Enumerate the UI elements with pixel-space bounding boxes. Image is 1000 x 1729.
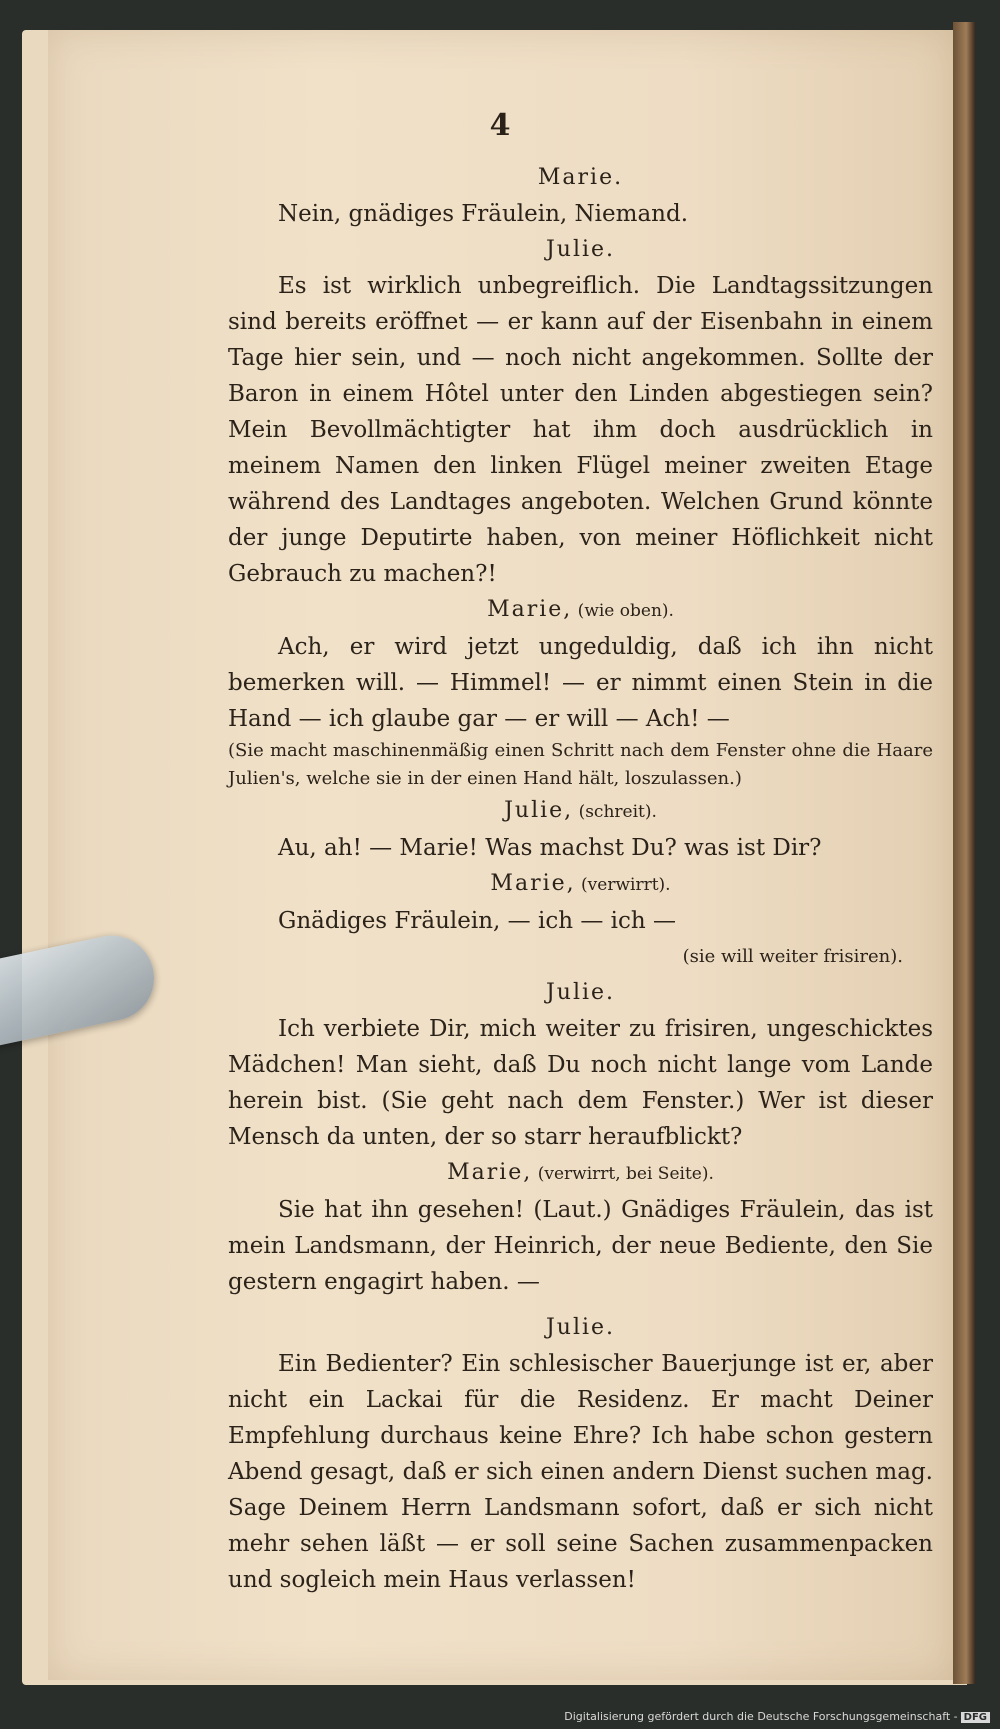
speaker-name: Marie, — [487, 597, 573, 622]
speaker-direction: (verwirrt, bei Seite). — [532, 1164, 714, 1184]
footer-credit-text: Digitalisierung gefördert durch die Deutsche Forschungsgemeinschaft - — [564, 1710, 958, 1723]
spacer — [228, 1300, 933, 1310]
speaker-name: Marie, — [447, 1160, 533, 1185]
speaker-heading — [228, 975, 933, 1011]
book-spine-edge — [953, 22, 975, 1684]
page-number: 4 — [489, 108, 511, 143]
speaker-name: Julie, — [504, 798, 574, 823]
speaker-name: Julie. — [545, 1315, 616, 1340]
dfg-badge: DFG — [961, 1712, 990, 1723]
speaker-name: Julie. — [545, 980, 616, 1005]
stage-direction: (sie will weiter frisiren). — [682, 946, 903, 967]
speaker-direction: (verwirrt). — [575, 875, 671, 895]
page-text — [228, 160, 933, 1598]
dialogue-paragraph: Sie hat ihn gesehen! (Laut.) Gnädiges Fräulein, das ist mein Landsmann, der Heinrich, der neue Bediente, den Sie gestern engagirt haben. — — [228, 1197, 933, 1295]
speaker-heading — [228, 793, 933, 830]
stage-direction: (Sie macht maschinenmäßig einen Schritt nach dem Fenster ohne die Haare Julien's, welche sie in der einen Hand hält, loszulassen.) — [228, 740, 933, 789]
speaker-heading — [228, 866, 933, 903]
speaker-heading — [228, 1310, 933, 1346]
dialogue-paragraph: Gnädiges Fräulein, — ich — ich — — [278, 908, 677, 934]
speaker-name: Julie. — [545, 237, 616, 262]
dialogue-paragraph: Ich verbiete Dir, mich weiter zu frisiren, ungeschicktes Mädchen! Man sieht, daß Du noch nicht lange vom Lande herein bist. (Sie geht nach dem Fenster.) Wer ist dieser Mensch da unten, der so starr heraufblickt? — [228, 1016, 933, 1150]
speaker-direction: (wie oben). — [572, 601, 674, 621]
footer-credit — [564, 1710, 990, 1723]
dialogue-paragraph: Es ist wirklich unbegreiflich. Die Landtagssitzungen sind bereits eröffnet — er kann auf der Eisenbahn in einem Tage hier sein, und — noch nicht angekommen. Sollte der Baron in einem Hôtel unter den Linden abgestiegen sein? Mein Bevollmächtigter hat ihm doch ausdrücklich in meinem Namen den linken Flügel meiner zweiten Etage während des Landtages angeboten. Welchen Grund könnte der junge Deputirte haben, von meiner Höflichkeit nicht Gebrauch zu machen?! — [228, 273, 933, 587]
dialogue-paragraph: Ach, er wird jetzt ungeduldig, daß ich ihn nicht bemerken will. — Himmel! — er nimmt einen Stein in die Hand — ich glaube gar — er will — Ach! — — [228, 634, 933, 732]
dialogue-paragraph: Nein, gnädiges Fräulein, Niemand. — [278, 201, 689, 227]
dialogue-paragraph: Au, ah! — Marie! Was machst Du? was ist Dir? — [278, 835, 822, 861]
speaker-name: Marie, — [490, 871, 576, 896]
speaker-heading — [228, 232, 933, 268]
speaker-heading — [228, 592, 933, 629]
speaker-name: Marie. — [537, 165, 624, 190]
speaker-heading — [228, 160, 933, 196]
speaker-heading — [228, 1155, 933, 1192]
speaker-direction: (schreit). — [573, 802, 657, 822]
dialogue-paragraph: Ein Bedienter? Ein schlesischer Bauerjunge ist er, aber nicht ein Lackai für die Residenz. Er macht Deiner Empfehlung durchaus keine Ehre? Ich habe schon gestern Abend gesagt, daß er sich einen andern Dienst suchen mag. Sage Deinem Herrn Landsmann sofort, daß er sich nicht mehr sehen läßt — er soll seine Sachen zusammenpacken und sogleich mein Haus verlassen! — [228, 1351, 933, 1593]
